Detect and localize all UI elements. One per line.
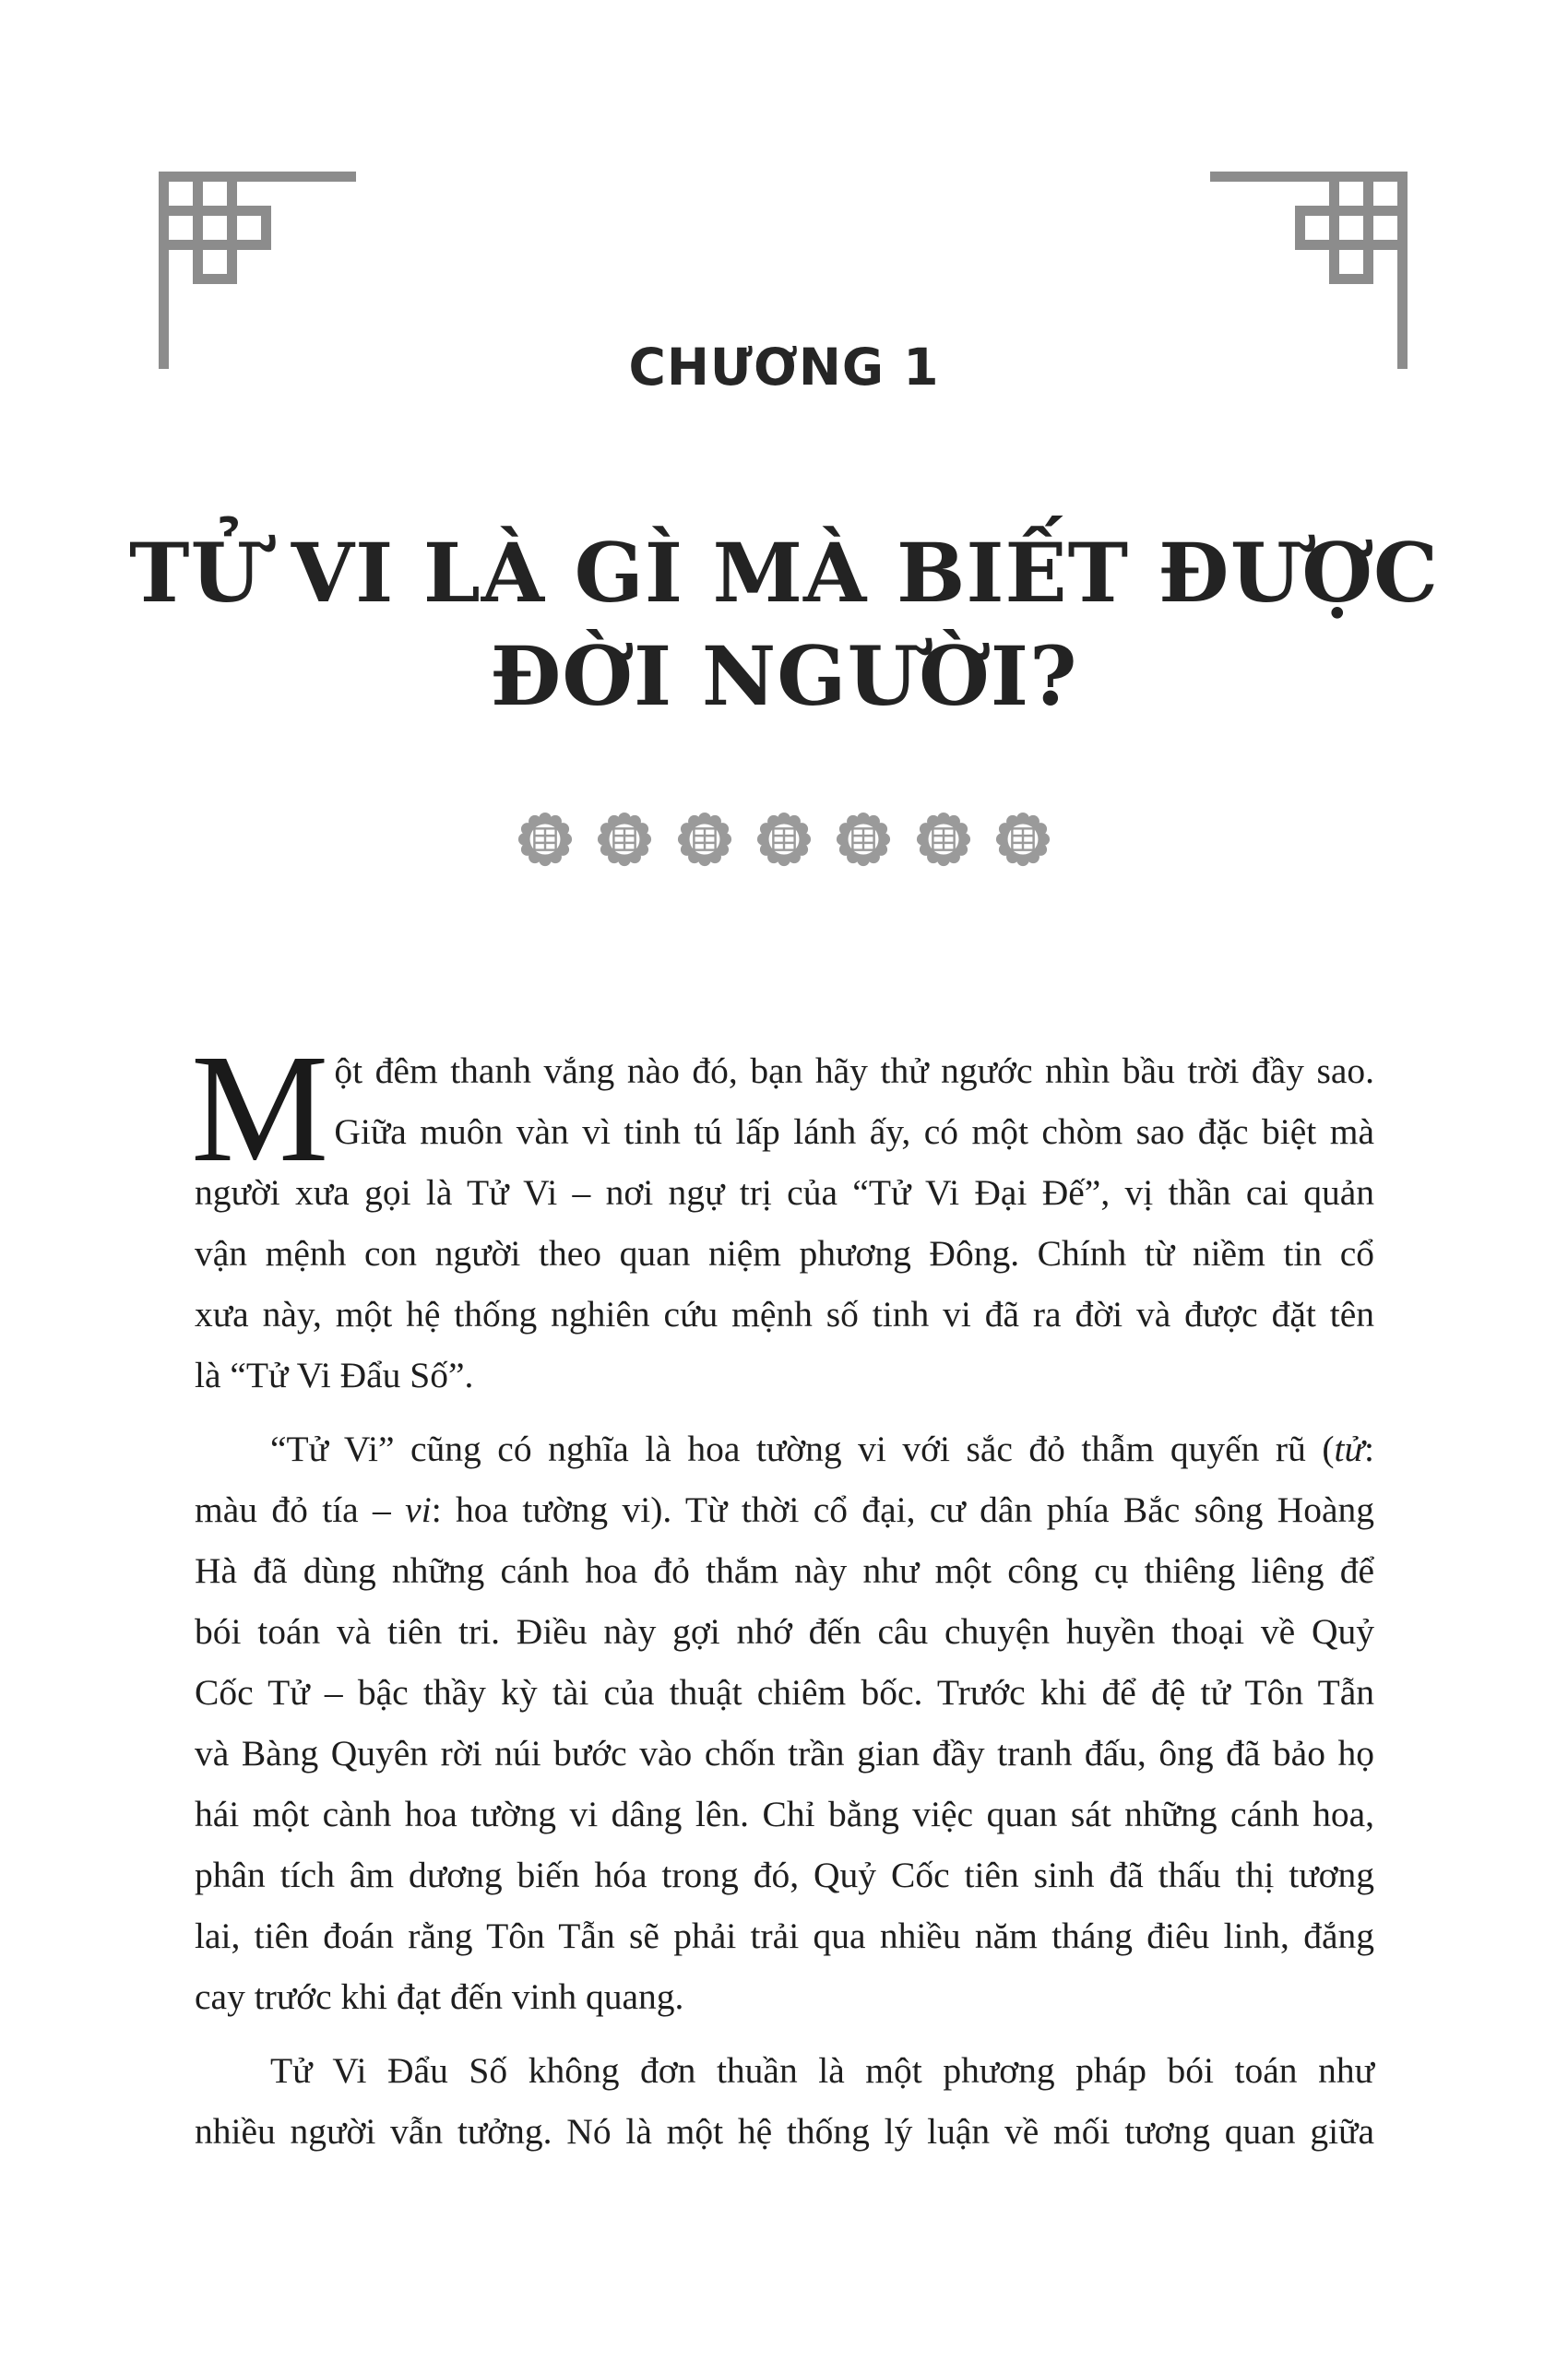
flower-medallion-icon bbox=[755, 811, 813, 868]
text-line: Tử Vi Đẩu Số không đơn thuần là một phương pháp bói toán như bbox=[270, 2050, 1374, 2091]
text-line: và Bàng Quyên rời núi bước vào chốn trần gian đầy tranh đấu, ông đã bảo họ bbox=[195, 1733, 1374, 1774]
text-line: Cốc Tử – bậc thầy kỳ tài của thuật chiêm bốc. Trước khi để đệ tử Tôn Tẫn bbox=[195, 1672, 1374, 1713]
chapter-label: CHƯƠNG 1 bbox=[628, 338, 940, 397]
text-line: Hà đã dùng những cánh hoa đỏ thắm này như một công cụ thiêng liêng để bbox=[195, 1550, 1374, 1591]
text-line: là “Tử Vi Đẩu Số”. bbox=[195, 1355, 474, 1395]
text-line: màu đỏ tía – vi: hoa tường vi). Từ thời cổ đại, cư dân phía Bắc sông Hoàng bbox=[195, 1489, 1374, 1530]
flower-medallion-icon bbox=[676, 811, 733, 868]
flower-medallion-icon bbox=[517, 811, 574, 868]
text-line: xưa này, một hệ thống nghiên cứu mệnh số tinh vi đã ra đời và được đặt tên bbox=[195, 1294, 1374, 1335]
text-line: nhiều người vẫn tưởng. Nó là một hệ thống lý luận về mối tương quan giữa bbox=[195, 2111, 1374, 2152]
text-line: phân tích âm dương biến hóa trong đó, Quỷ Cốc tiên sinh đã thấu thị tương bbox=[195, 1855, 1374, 1895]
text-line: ột đêm thanh vắng nào đó, bạn hãy thử ngước nhìn bầu trời đầy sao. bbox=[334, 1050, 1374, 1091]
drop-cap: M bbox=[191, 1023, 329, 1194]
body-text bbox=[191, 1023, 1374, 2175]
italic-term: vi bbox=[405, 1489, 432, 1530]
paragraph-3 bbox=[195, 2040, 1374, 2162]
flower-medallion-icon bbox=[994, 811, 1051, 868]
paragraph-2 bbox=[195, 1418, 1374, 2027]
ornament-divider bbox=[517, 810, 1051, 869]
text-line: hái một cành hoa tường vi dâng lên. Chỉ bằng việc quan sát những cánh hoa, bbox=[195, 1794, 1374, 1834]
flower-medallion-icon bbox=[835, 811, 892, 868]
text-line: người xưa gọi là Tử Vi – nơi ngự trị của “Tử Vi Đại Đế”, vị thần cai quản bbox=[195, 1172, 1374, 1213]
chapter-title-line-2: ĐỜI NGƯỜI? bbox=[490, 628, 1078, 724]
flower-medallion-icon bbox=[596, 811, 653, 868]
flower-medallion-icon bbox=[915, 811, 972, 868]
text-line: cay trước khi đạt đến vinh quang. bbox=[195, 1976, 684, 2017]
text-line: “Tử Vi” cũng có nghĩa là hoa tường vi với sắc đỏ thẫm quyến rũ (tử: bbox=[270, 1429, 1374, 1469]
chapter-title-line-1: TỬ VI LÀ GÌ MÀ BIẾT ĐƯỢC bbox=[128, 525, 1440, 621]
italic-term: tử bbox=[1334, 1429, 1365, 1469]
text-line: lai, tiên đoán rằng Tôn Tẫn sẽ phải trải qua nhiều năm tháng điêu linh, đắng bbox=[195, 1916, 1374, 1956]
chapter-title bbox=[0, 521, 1568, 728]
text-line: Giữa muôn vàn vì tinh tú lấp lánh ấy, có một chòm sao đặc biệt mà bbox=[334, 1111, 1374, 1152]
text-line: bói toán và tiên tri. Điều này gợi nhớ đến câu chuyện huyền thoại về Quỷ bbox=[195, 1611, 1374, 1652]
paragraph-1 bbox=[191, 1023, 1374, 1406]
text-line: vận mệnh con người theo quan niệm phương Đông. Chính từ niềm tin cổ bbox=[195, 1233, 1374, 1274]
